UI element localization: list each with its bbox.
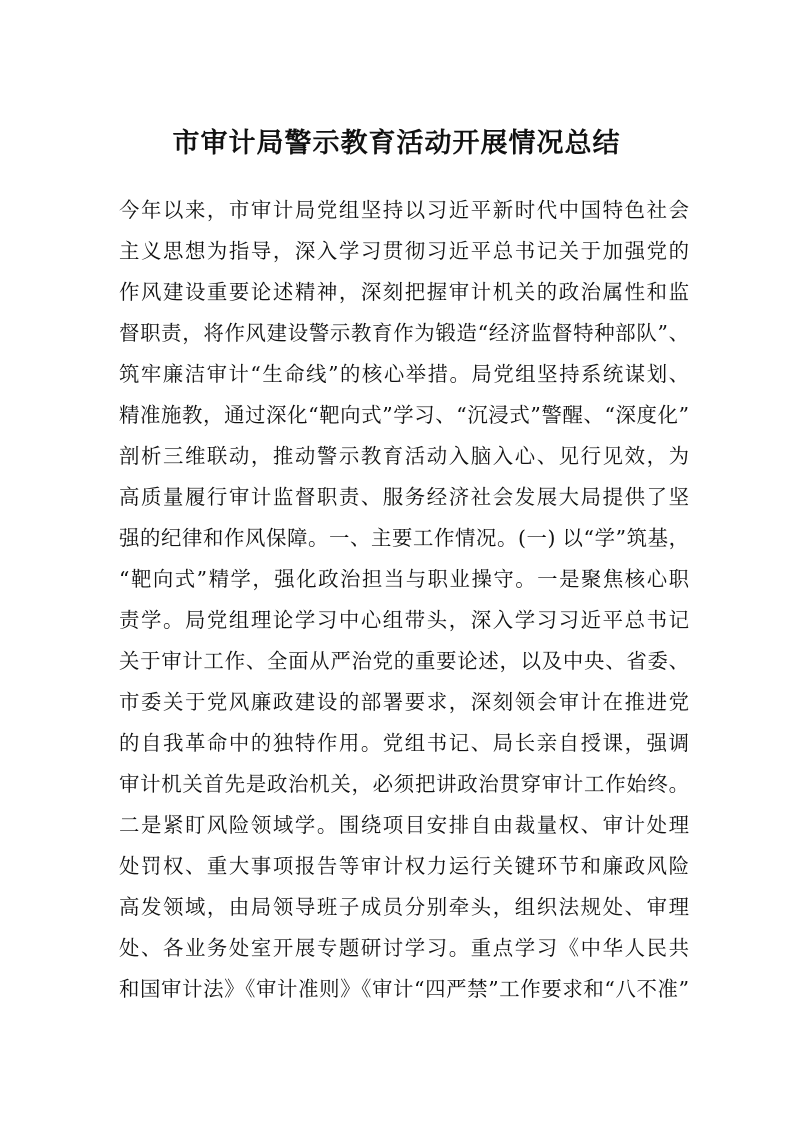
body-line: 二是紧盯风险领域学。围绕项目安排自由裁量权、审计处理 [119, 813, 689, 837]
body-line: 主义思想为指导，深入学习贯彻习近平总书记关于加强党的 [119, 239, 689, 263]
body-line: 市委关于党风廉政建设的部署要求，深刻领会审计在推进党 [119, 690, 689, 714]
body-line: 处罚权、重大事项报告等审计权力运行关键环节和廉政风险 [119, 854, 689, 878]
body-line: 高发领域，由局领导班子成员分别牵头，组织法规处、审理 [119, 895, 689, 919]
body-line: 和国审计法》《审计准则》《审计“四严禁”工作要求和“八不准” [119, 977, 689, 1001]
body-line: 审计机关首先是政治机关，必须把讲政治贯穿审计工作始终。 [119, 772, 689, 796]
document-body [119, 190, 689, 1010]
body-line: 今年以来，市审计局党组坚持以习近平新时代中国特色社会 [119, 198, 689, 222]
body-line: 的自我革命中的独特作用。党组书记、局长亲自授课，强调 [119, 731, 689, 755]
body-line: 筑牢廉洁审计“生命线”的核心举措。局党组坚持系统谋划、 [119, 362, 689, 386]
body-line: 精准施教，通过深化“靶向式”学习、“沉浸式”警醒、“深度化” [119, 403, 689, 427]
body-line: 剖析三维联动，推动警示教育活动入脑入心、见行见效，为 [119, 444, 689, 468]
body-line: 强的纪律和作风保障。一、主要工作情况。(一) 以“学”筑基， [119, 526, 689, 550]
document-title: 市审计局警示教育活动开展情况总结 [172, 128, 621, 159]
body-line: 高质量履行审计监督职责、服务经济社会发展大局提供了坚 [119, 485, 689, 509]
body-line: 作风建设重要论述精神，深刻把握审计机关的政治属性和监 [119, 280, 689, 304]
body-line: 处、各业务处室开展专题研讨学习。重点学习《中华人民共 [119, 936, 689, 960]
body-line: 关于审计工作、全面从严治党的重要论述，以及中央、省委、 [119, 649, 689, 673]
body-line: 责学。局党组理论学习中心组带头，深入学习习近平总书记 [119, 608, 689, 632]
body-line: “靶向式”精学，强化政治担当与职业操守。一是聚焦核心职 [119, 567, 689, 591]
body-line: 督职责，将作风建设警示教育作为锻造“经济监督特种部队”、 [119, 321, 689, 345]
